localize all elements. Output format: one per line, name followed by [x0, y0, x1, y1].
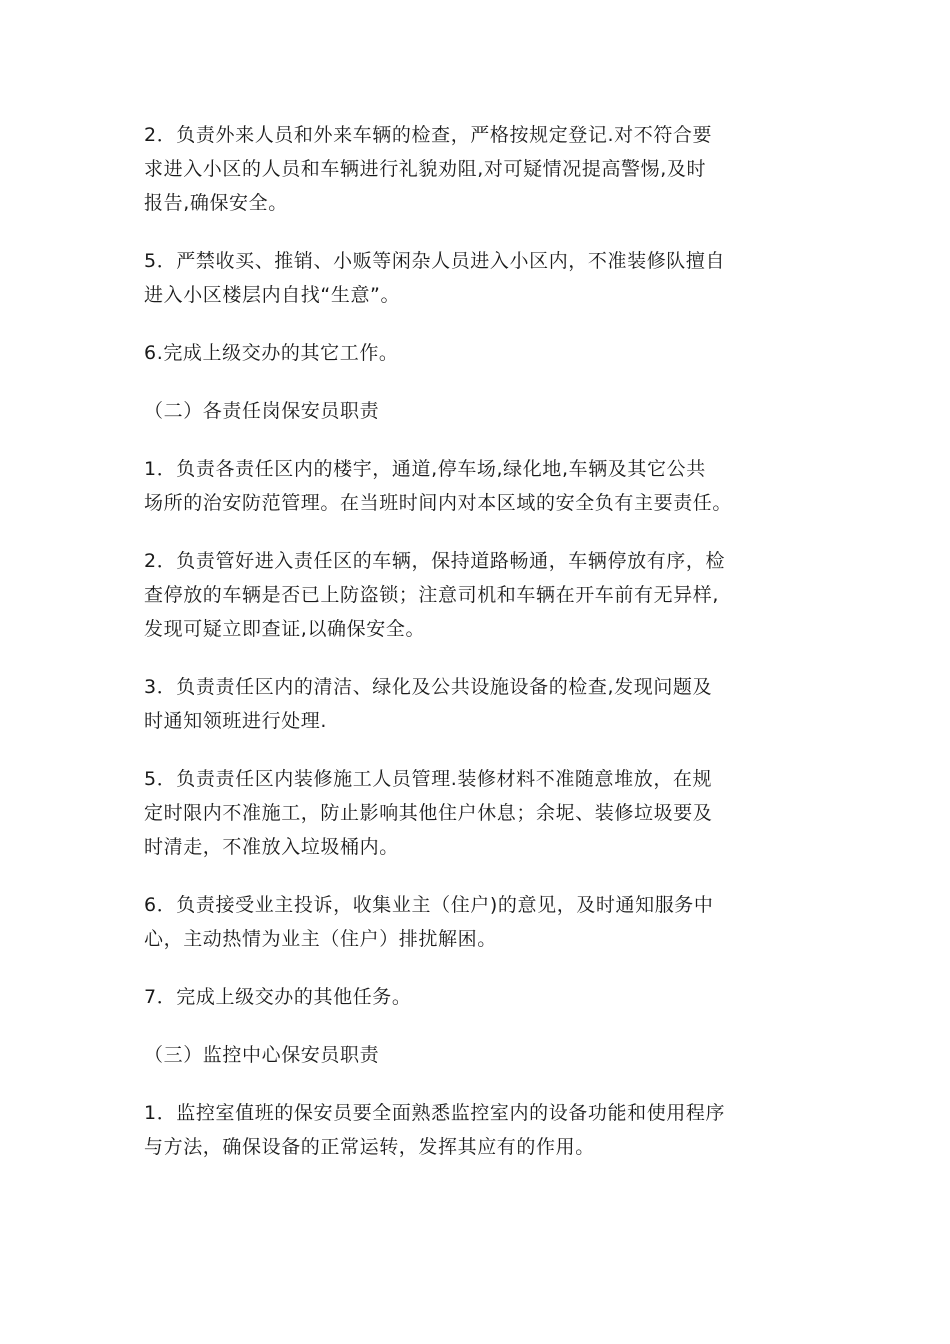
document-body — [144, 118, 809, 1188]
text-line: 3．负责责任区内的清洁、绿化及公共设施设备的检查,发现问题及 — [144, 676, 713, 698]
paragraph-renovation-management — [144, 762, 809, 864]
text-line: 1．负责各责任区内的楼宇，通道,停车场,绿化地,车辆及其它公共 — [144, 458, 706, 480]
text-line: 定时限内不准施工，防止影响其他住户休息；余坭、装修垃圾要及 — [144, 802, 713, 824]
text-line: 进入小区楼层内自找“生意”。 — [144, 284, 401, 306]
heading-line: （三）监控中心保安员职责 — [144, 1044, 380, 1066]
paragraph-monitoring-equipment — [144, 1096, 809, 1164]
text-line: 时清走，不准放入垃圾桶内。 — [144, 836, 399, 858]
text-line: 2．负责管好进入责任区的车辆，保持道路畅通，车辆停放有序，检 — [144, 550, 726, 572]
text-line: 求进入小区的人员和车辆进行礼貌劝阻,对可疑情况提高警惕,及时 — [144, 158, 707, 180]
text-line: 心，主动热情为业主（住户）排扰解困。 — [144, 928, 497, 950]
section-heading-monitoring-center — [144, 1038, 809, 1072]
text-line: 场所的治安防范管理。在当班时间内对本区域的安全负有主要责任。 — [144, 492, 733, 514]
paragraph-vehicle-management — [144, 544, 809, 646]
text-line: 7．完成上级交办的其他任务。 — [144, 986, 412, 1008]
paragraph-other-tasks — [144, 336, 809, 370]
text-line: 查停放的车辆是否已上防盗锁；注意司机和车辆在开车前有无异样, — [144, 584, 720, 606]
paragraph-facility-inspection — [144, 670, 809, 738]
paragraph-no-vendors — [144, 244, 809, 312]
text-line: 6．负责接受业主投诉，收集业主（住户)的意见，及时通知服务中 — [144, 894, 714, 916]
text-line: 报告,确保安全。 — [144, 192, 288, 214]
text-line: 与方法，确保设备的正常运转，发挥其应有的作用。 — [144, 1136, 595, 1158]
heading-line: （二）各责任岗保安员职责 — [144, 400, 380, 422]
section-heading-post-guard-duties — [144, 394, 809, 428]
paragraph-zone-security — [144, 452, 809, 520]
paragraph-other-duties — [144, 980, 809, 1014]
text-line: 2．负责外来人员和外来车辆的检查，严格按规定登记.对不符合要 — [144, 124, 713, 146]
text-line: 5．负责责任区内装修施工人员管理.装修材料不准随意堆放，在规 — [144, 768, 713, 790]
paragraph-visitor-vehicle-check — [144, 118, 809, 220]
text-line: 发现可疑立即查证,以确保安全。 — [144, 618, 426, 640]
text-line: 时通知领班进行处理. — [144, 710, 328, 732]
text-line: 5．严禁收买、推销、小贩等闲杂人员进入小区内，不准装修队擅自 — [144, 250, 726, 272]
text-line: 1．监控室值班的保安员要全面熟悉监控室内的设备功能和使用程序 — [144, 1102, 726, 1124]
paragraph-complaints — [144, 888, 809, 956]
text-line: 6.完成上级交办的其它工作。 — [144, 342, 399, 364]
